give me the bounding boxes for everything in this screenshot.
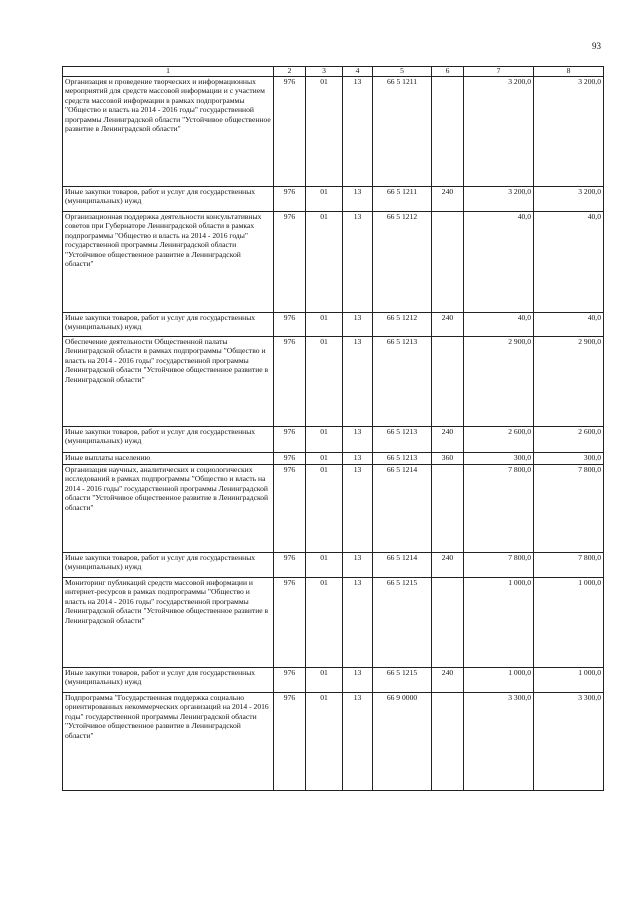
- row-amount-2: 2 900,0: [534, 337, 604, 427]
- row-name: Иные закупки товаров, работ и услуг для государственных (муниципальных) нужд: [63, 553, 274, 578]
- row-amount-2: 1 000,0: [534, 668, 604, 693]
- row-expense-type: [432, 77, 464, 187]
- row-expense-type: [432, 337, 464, 427]
- budget-table: [62, 66, 604, 791]
- row-section: 01: [306, 668, 343, 693]
- row-section: 01: [306, 187, 343, 212]
- row-amount-2: 2 600,0: [534, 427, 604, 453]
- row-name: Иные закупки товаров, работ и услуг для государственных (муниципальных) нужд: [63, 668, 274, 693]
- row-amount-1: 3 300,0: [464, 693, 534, 791]
- row-target-article: 66 5 1213: [373, 337, 432, 427]
- row-subsection: 13: [343, 453, 373, 465]
- row-amount-2: 7 800,0: [534, 553, 604, 578]
- row-amount-2: 3 300,0: [534, 693, 604, 791]
- row-code-admin: 976: [274, 578, 306, 668]
- row-section: 01: [306, 453, 343, 465]
- row-amount-2: 40,0: [534, 313, 604, 337]
- row-subsection: 13: [343, 187, 373, 212]
- table-row: [63, 453, 604, 465]
- row-code-admin: 976: [274, 337, 306, 427]
- table-row: [63, 187, 604, 212]
- row-amount-2: 7 800,0: [534, 465, 604, 553]
- row-amount-2: 300,0: [534, 453, 604, 465]
- page-number: 93: [592, 41, 601, 51]
- row-expense-type: 240: [432, 427, 464, 453]
- row-code-admin: 976: [274, 77, 306, 187]
- row-code-admin: 976: [274, 313, 306, 337]
- row-name: Обеспечение деятельности Общественной палаты Ленинградской области в рамках подпрограммы "Общество и власть на 2014 - 2016 годы" государственной программы Ленинградской области "Устойчивое общественное развитие в Ленинградской области": [63, 337, 274, 427]
- row-subsection: 13: [343, 553, 373, 578]
- table-row: [63, 578, 604, 668]
- row-name: Организация и проведение творческих и информационных мероприятий для средств массовой информации и с участием средств массовой информации в рамках подпрограммы "Общество и власть на 2014 - 2016 годы" государственной программы Ленинградской области "Устойчивое общественное развитие в Ленинградской области": [63, 77, 274, 187]
- row-subsection: 13: [343, 212, 373, 313]
- row-amount-2: 1 000,0: [534, 578, 604, 668]
- row-amount-2: 3 200,0: [534, 77, 604, 187]
- table-row: [63, 668, 604, 693]
- row-amount-1: 300,0: [464, 453, 534, 465]
- row-code-admin: 976: [274, 187, 306, 212]
- row-name: Иные закупки товаров, работ и услуг для государственных (муниципальных) нужд: [63, 187, 274, 212]
- table-row: [63, 313, 604, 337]
- table-row: [63, 465, 604, 553]
- row-section: 01: [306, 313, 343, 337]
- row-subsection: 13: [343, 313, 373, 337]
- row-section: 01: [306, 465, 343, 553]
- row-code-admin: 976: [274, 453, 306, 465]
- row-name: Организация научных, аналитических и социологических исследований в рамках подпрограммы "Общество и власть на 2014 - 2016 годы" государственной программы Ленинградской области "Устойчивое общественное развитие в Ленинградской области": [63, 465, 274, 553]
- row-expense-type: [432, 578, 464, 668]
- row-code-admin: 976: [274, 465, 306, 553]
- header-col-3: 3: [306, 67, 343, 77]
- row-section: 01: [306, 212, 343, 313]
- row-amount-2: 40,0: [534, 212, 604, 313]
- row-target-article: 66 5 1213: [373, 427, 432, 453]
- row-name: Иные выплаты населению: [63, 453, 274, 465]
- row-code-admin: 976: [274, 212, 306, 313]
- table-row: [63, 77, 604, 187]
- row-target-article: 66 5 1211: [373, 77, 432, 187]
- header-col-8: 8: [534, 67, 604, 77]
- row-amount-2: 3 200,0: [534, 187, 604, 212]
- row-expense-type: 360: [432, 453, 464, 465]
- header-col-7: 7: [464, 67, 534, 77]
- row-amount-1: 1 000,0: [464, 668, 534, 693]
- row-expense-type: 240: [432, 668, 464, 693]
- row-name: Организационная поддержка деятельности консультативных советов при Губернаторе Ленинградской области в рамках подпрограммы "Общество и власть на 2014 - 2016 годы" государственной программы Ленинградской области "Устойчивое общественное развитие в Ленинградской области": [63, 212, 274, 313]
- header-col-6: 6: [432, 67, 464, 77]
- row-name: Подпрограмма "Государственная поддержка социально ориентированных некоммерческих организаций на 2014 - 2016 годы" государственной программы Ленинградской области "Устойчивое общественное развитие в Ленинградской области": [63, 693, 274, 791]
- row-amount-1: 1 000,0: [464, 578, 534, 668]
- row-section: 01: [306, 427, 343, 453]
- row-amount-1: 40,0: [464, 212, 534, 313]
- row-subsection: 13: [343, 668, 373, 693]
- table-row: [63, 337, 604, 427]
- row-subsection: 13: [343, 337, 373, 427]
- row-subsection: 13: [343, 578, 373, 668]
- row-name: Иные закупки товаров, работ и услуг для государственных (муниципальных) нужд: [63, 313, 274, 337]
- row-target-article: 66 9 0000: [373, 693, 432, 791]
- row-amount-1: 2 900,0: [464, 337, 534, 427]
- row-expense-type: 240: [432, 553, 464, 578]
- row-section: 01: [306, 553, 343, 578]
- row-target-article: 66 5 1214: [373, 553, 432, 578]
- row-target-article: 66 5 1213: [373, 453, 432, 465]
- header-col-1: 1: [63, 67, 274, 77]
- row-subsection: 13: [343, 77, 373, 187]
- row-code-admin: 976: [274, 427, 306, 453]
- row-amount-1: 7 800,0: [464, 553, 534, 578]
- row-name: Мониторинг публикаций средств массовой информации и интернет-ресурсов в рамках подпрограммы "Общество и власть на 2014 - 2016 годы" государственной программы Ленинградской области "Устойчивое общественное развитие в Ленинградской области": [63, 578, 274, 668]
- row-section: 01: [306, 578, 343, 668]
- row-amount-1: 2 600,0: [464, 427, 534, 453]
- row-amount-1: 3 200,0: [464, 77, 534, 187]
- row-code-admin: 976: [274, 553, 306, 578]
- row-expense-type: [432, 465, 464, 553]
- row-target-article: 66 5 1215: [373, 668, 432, 693]
- row-target-article: 66 5 1211: [373, 187, 432, 212]
- row-expense-type: [432, 212, 464, 313]
- header-col-2: 2: [274, 67, 306, 77]
- row-subsection: 13: [343, 693, 373, 791]
- row-section: 01: [306, 77, 343, 187]
- header-col-5: 5: [373, 67, 432, 77]
- row-section: 01: [306, 693, 343, 791]
- row-name: Иные закупки товаров, работ и услуг для государственных (муниципальных) нужд: [63, 427, 274, 453]
- row-expense-type: 240: [432, 313, 464, 337]
- table-row: [63, 427, 604, 453]
- row-subsection: 13: [343, 465, 373, 553]
- row-amount-1: 40,0: [464, 313, 534, 337]
- row-code-admin: 976: [274, 668, 306, 693]
- header-col-4: 4: [343, 67, 373, 77]
- header-row: [63, 67, 604, 77]
- table-row: [63, 553, 604, 578]
- table-row: [63, 212, 604, 313]
- row-target-article: 66 5 1212: [373, 212, 432, 313]
- row-expense-type: 240: [432, 187, 464, 212]
- row-expense-type: [432, 693, 464, 791]
- row-amount-1: 3 200,0: [464, 187, 534, 212]
- row-subsection: 13: [343, 427, 373, 453]
- table-row: [63, 693, 604, 791]
- row-section: 01: [306, 337, 343, 427]
- row-amount-1: 7 800,0: [464, 465, 534, 553]
- row-code-admin: 976: [274, 693, 306, 791]
- row-target-article: 66 5 1215: [373, 578, 432, 668]
- row-target-article: 66 5 1214: [373, 465, 432, 553]
- row-target-article: 66 5 1212: [373, 313, 432, 337]
